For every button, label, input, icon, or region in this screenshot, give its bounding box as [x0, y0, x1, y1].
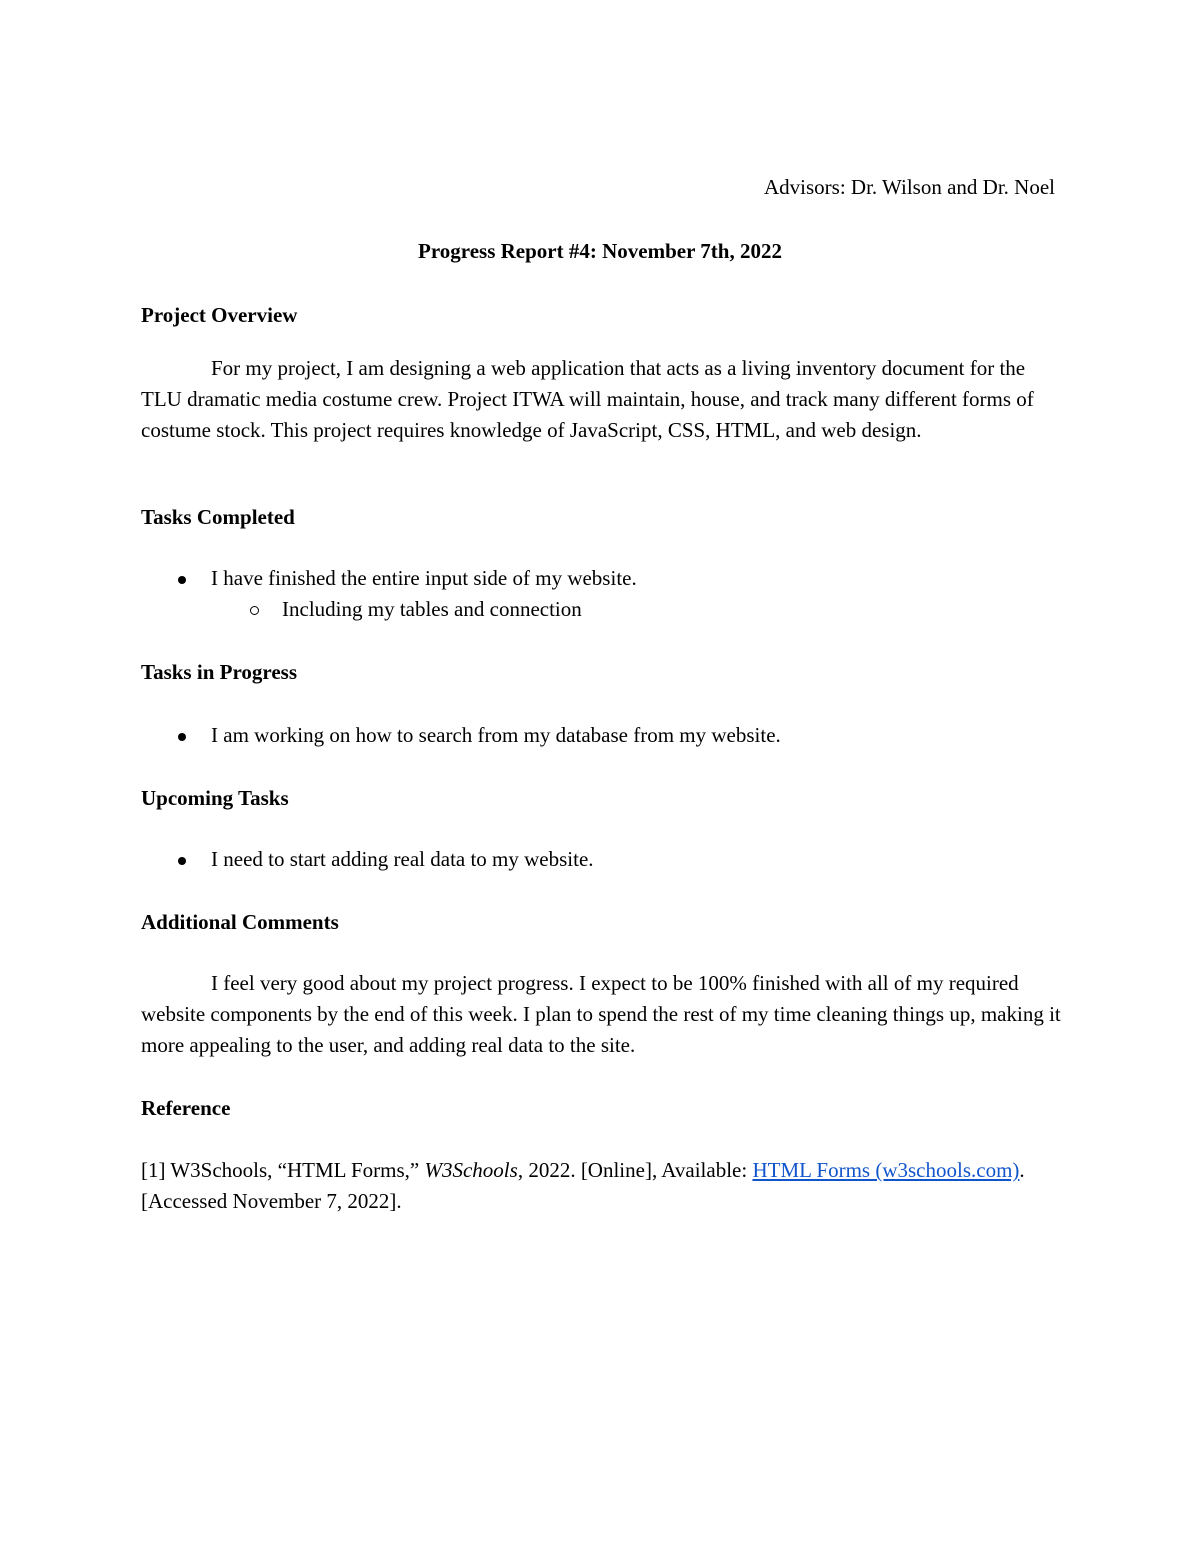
bullet-icon — [178, 857, 186, 865]
reference-middle: , 2022. [Online], Available: — [517, 1158, 753, 1182]
bullet-icon — [178, 733, 186, 741]
reference-entry — [141, 1155, 1066, 1217]
list-item-text: I am working on how to search from my database from my website. — [211, 723, 781, 747]
overview-paragraph: For my project, I am designing a web application that acts as a living inventory document for the TLU dramatic media costume crew. Project ITWA will maintain, house, and track many different forms of costume stock. This project requires knowledge of JavaScript, CSS, HTML, and web design. — [141, 356, 1034, 442]
list-item-text: I need to start adding real data to my website. — [211, 847, 594, 871]
reference-suffix: . [Accessed November 7, 2022]. — [141, 1158, 1025, 1213]
page-title: Progress Report #4: November 7th, 2022 — [418, 239, 782, 263]
sub-list-item-text: Including my tables and connection — [282, 597, 582, 621]
reference-link[interactable]: HTML Forms (w3schools.com) — [752, 1158, 1020, 1182]
heading-additional-comments: Additional Comments — [141, 910, 339, 934]
hollow-bullet-icon — [250, 606, 259, 615]
heading-tasks-completed: Tasks Completed — [141, 505, 295, 529]
bullet-icon — [178, 576, 186, 584]
advisors-line: Advisors: Dr. Wilson and Dr. Noel — [763, 175, 1055, 199]
reference-prefix: [1] W3Schools, “HTML Forms,” — [141, 1158, 425, 1182]
heading-project-overview: Project Overview — [141, 303, 298, 327]
reference-source: W3Schools — [424, 1158, 518, 1182]
heading-reference: Reference — [141, 1096, 231, 1120]
list-item-text: I have finished the entire input side of my website. — [211, 566, 637, 590]
heading-tasks-in-progress: Tasks in Progress — [141, 660, 297, 684]
heading-upcoming-tasks: Upcoming Tasks — [141, 786, 289, 810]
comments-paragraph: I feel very good about my project progress. I expect to be 100% finished with all of my required website components by the end of this week. I plan to spend the rest of my time cleaning things up, making it more appealing to the user, and adding real data to the site. — [141, 971, 1061, 1057]
